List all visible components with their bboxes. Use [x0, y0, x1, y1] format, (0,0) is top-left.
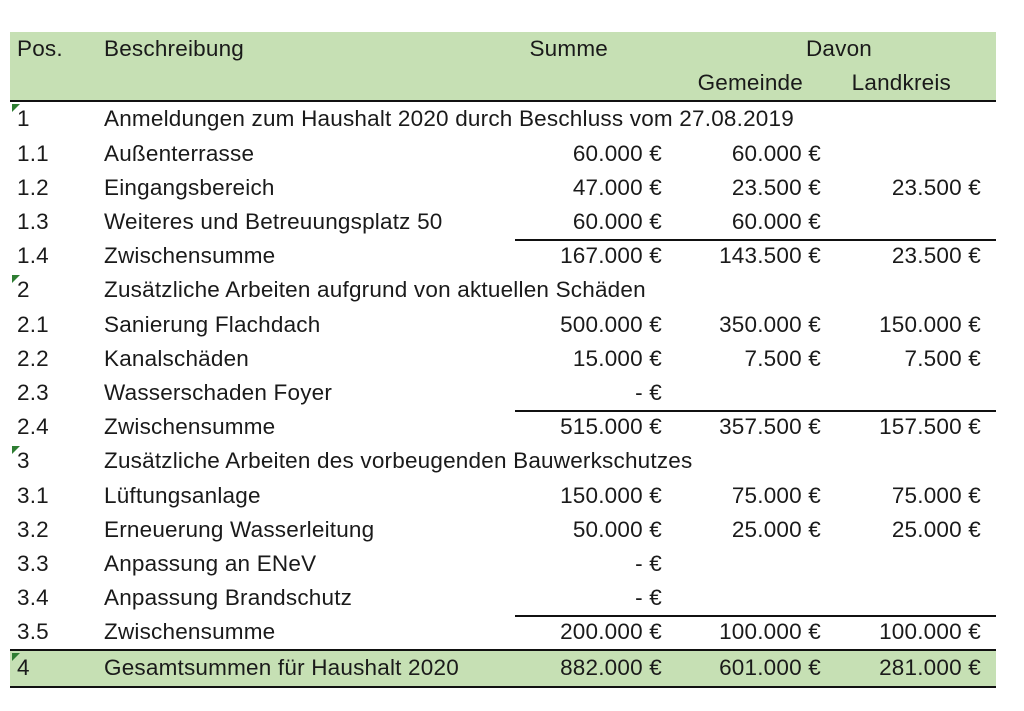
- header-summe: Summe: [529, 36, 608, 62]
- row-desc: Sanierung Flachdach: [104, 311, 321, 337]
- row-pos: 2.4: [17, 414, 49, 440]
- row-pos: 2: [17, 277, 30, 303]
- row-gemeinde: 23.500 €: [731, 174, 821, 200]
- row-sum: - €: [635, 585, 662, 611]
- row-gemeinde: 60.000 €: [731, 140, 821, 166]
- row-gemeinde: 75.000 €: [731, 482, 821, 508]
- row-gemeinde: 7.500 €: [744, 345, 821, 371]
- header-beschreibung: Beschreibung: [104, 36, 244, 62]
- row-gemeinde: 350.000 €: [719, 311, 821, 337]
- row-desc: Außenterrasse: [104, 140, 255, 166]
- row-pos: 2.1: [17, 311, 49, 337]
- table-body: [10, 102, 996, 649]
- subtotal-row: [10, 410, 996, 444]
- row-sum: 47.000 €: [572, 174, 662, 200]
- row-landkreis: 75.000 €: [891, 482, 981, 508]
- header-gemeinde: Gemeinde: [697, 70, 803, 96]
- table-row: [10, 547, 996, 581]
- subtotal-row: [10, 615, 996, 649]
- row-pos: 3.3: [17, 550, 49, 576]
- row-gemeinde: 143.500 €: [719, 243, 821, 269]
- row-sum: 500.000 €: [560, 311, 662, 337]
- row-pos: 3: [17, 448, 30, 474]
- row-desc: Eingangsbereich: [104, 174, 275, 200]
- row-desc: Lüftungsanlage: [104, 482, 261, 508]
- row-sum: - €: [635, 550, 662, 576]
- header-row-2: [10, 66, 996, 102]
- table-row: [10, 308, 996, 342]
- row-desc: Zwischensumme: [104, 414, 276, 440]
- row-landkreis: 157.500 €: [879, 414, 981, 440]
- subtotal-row: [10, 239, 996, 273]
- table-row: [10, 137, 996, 171]
- row-sum: 60.000 €: [572, 140, 662, 166]
- row-pos: 3.5: [17, 619, 49, 645]
- row-pos: 1.2: [17, 174, 49, 200]
- row-pos: 1: [17, 106, 30, 132]
- row-sum: - €: [635, 379, 662, 405]
- row-pos: 1.1: [17, 140, 49, 166]
- row-pos: 3.4: [17, 585, 49, 611]
- row-desc: Anpassung an ENeV: [104, 550, 317, 576]
- row-desc: Anpassung Brandschutz: [104, 585, 353, 611]
- total-landkreis: 281.000 €: [879, 655, 981, 681]
- row-sum: 515.000 €: [560, 414, 662, 440]
- row-landkreis: 150.000 €: [879, 311, 981, 337]
- table-row: [10, 205, 996, 239]
- row-gemeinde: 357.500 €: [719, 414, 821, 440]
- row-pos: 2.2: [17, 345, 49, 371]
- row-pos: 1.4: [17, 243, 49, 269]
- table-row: [10, 171, 996, 205]
- row-desc: Zwischensumme: [104, 619, 276, 645]
- row-landkreis: 25.000 €: [891, 516, 981, 542]
- total-row: [10, 649, 996, 687]
- row-gemeinde: 25.000 €: [731, 516, 821, 542]
- row-pos: 3.2: [17, 516, 49, 542]
- total-sum: 882.000 €: [560, 655, 662, 681]
- header-row-1: [10, 32, 996, 66]
- row-desc: Zwischensumme: [104, 243, 276, 269]
- row-gemeinde: 100.000 €: [719, 619, 821, 645]
- row-desc: Erneuerung Wasserleitung: [104, 516, 375, 542]
- row-desc: Weiteres und Betreuungsplatz 50: [104, 209, 443, 235]
- header-landkreis: Landkreis: [851, 70, 951, 96]
- row-pos: 1.3: [17, 209, 49, 235]
- header-pos: Pos.: [17, 36, 63, 62]
- row-pos: 2.3: [17, 379, 49, 405]
- row-desc: Anmeldungen zum Haushalt 2020 durch Beschluss vom 27.08.2019: [104, 106, 794, 132]
- section-row: [10, 444, 996, 478]
- row-desc: Kanalschäden: [104, 345, 250, 371]
- total-pos: 4: [17, 655, 30, 681]
- budget-table: [10, 32, 996, 688]
- row-sum: 60.000 €: [572, 209, 662, 235]
- row-sum: 15.000 €: [572, 345, 662, 371]
- row-pos: 3.1: [17, 482, 49, 508]
- section-row: [10, 102, 996, 136]
- row-landkreis: 7.500 €: [904, 345, 981, 371]
- row-sum: 167.000 €: [560, 243, 662, 269]
- row-sum: 150.000 €: [560, 482, 662, 508]
- table-row: [10, 478, 996, 512]
- row-desc: Zusätzliche Arbeiten des vorbeugenden Bauwerkschutzes: [104, 448, 693, 474]
- row-desc: Wasserschaden Foyer: [104, 379, 333, 405]
- table-row: [10, 513, 996, 547]
- table-row: [10, 376, 996, 410]
- row-desc: Zusätzliche Arbeiten aufgrund von aktuellen Schäden: [104, 277, 646, 303]
- row-sum: 50.000 €: [572, 516, 662, 542]
- header-davon: Davon: [805, 36, 872, 62]
- row-landkreis: 100.000 €: [879, 619, 981, 645]
- row-landkreis: 23.500 €: [891, 243, 981, 269]
- total-gemeinde: 601.000 €: [719, 655, 821, 681]
- row-gemeinde: 60.000 €: [731, 209, 821, 235]
- table-row: [10, 581, 996, 615]
- row-sum: 200.000 €: [560, 619, 662, 645]
- table-row: [10, 342, 996, 376]
- total-desc: Gesamtsummen für Haushalt 2020: [104, 655, 459, 681]
- section-row: [10, 273, 996, 307]
- row-landkreis: 23.500 €: [891, 174, 981, 200]
